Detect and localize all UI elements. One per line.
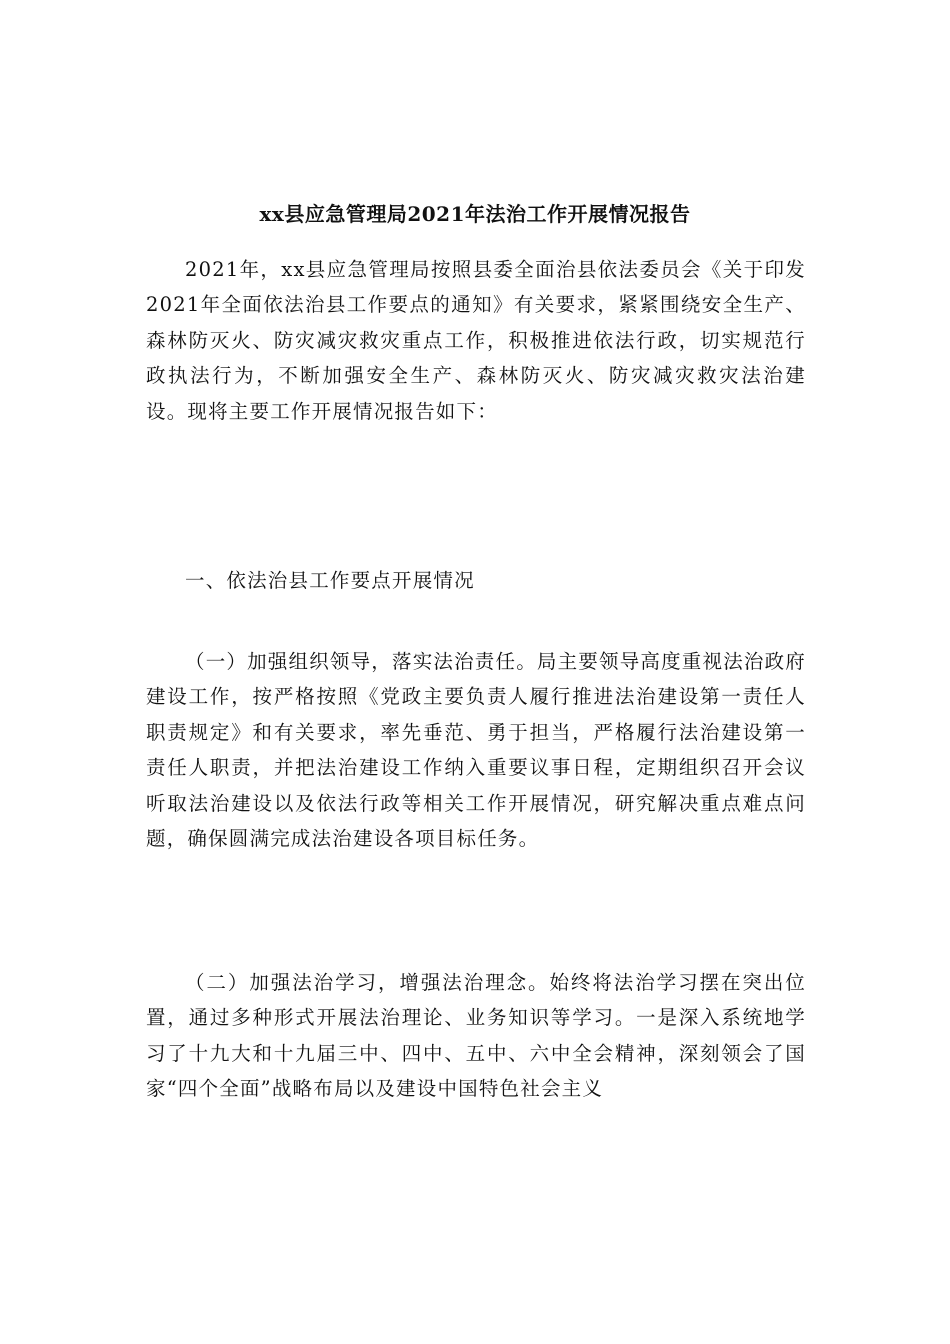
body-paragraph: （一）加强组织领导，落实法治责任。局主要领导高度重视法治政府建设工作，按严格按照《党政主要负责人履行推进法治建设第一责任人职责规定》和有关要求，率先垂范、勇于担当，严格履行法治建设第一责任人职责，并把法治建设工作纳入重要议事日程，定期组织召开会议听取法治建设以及依法行政等相关工作开展情况，研究解决重点难点问题，确保圆满完成法治建设各项目标任务。 xyxy=(146,650,807,851)
section-heading: 一、依法治县工作要点开展情况 xyxy=(185,569,475,592)
document-title: xx县应急管理局2021年法治工作开展情况报告 xyxy=(259,202,691,226)
intro-paragraph: 2021年，xx县应急管理局按照县委全面治县依法委员会《关于印发2021年全面依法治县工作要点的通知》有关要求，紧紧围绕安全生产、森林防灭火、防灾减灾救灾重点工作，积极推进依法行政，切实规范行政执法行为，不断加强安全生产、森林防灭火、防灾减灾救灾法治建设。现将主要工作开展情况报告如下： xyxy=(146,258,806,423)
body-paragraph: （二）加强法治学习，增强法治理念。始终将法治学习摆在突出位置，通过多种形式开展法治理论、业务知识等学习。一是深入系统地学习了十九大和十九届三中、四中、五中、六中全会精神，深刻领会了国家“四个全面”战略布局以及建设中国特色社会主义 xyxy=(146,971,806,1101)
